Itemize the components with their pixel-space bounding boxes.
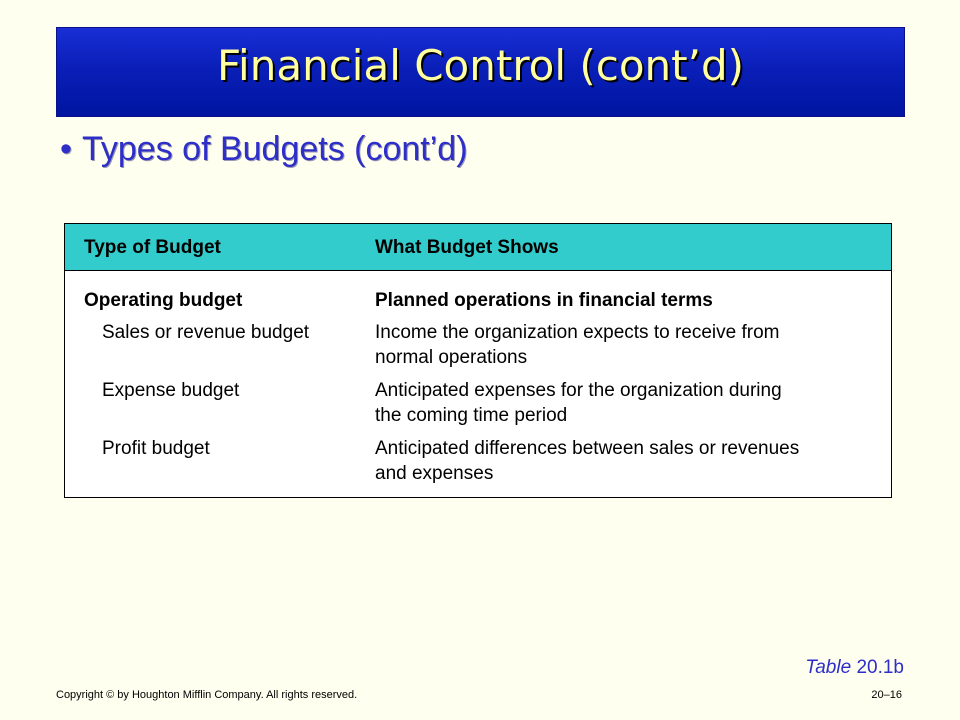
footer-copyright: Copyright © by Houghton Mifflin Company. All rights reserved. [56, 689, 358, 701]
row-operating-type: Operating budget [84, 290, 243, 311]
row-operating-shows: Planned operations in financial terms [375, 290, 713, 311]
row-profit-shows-line2: and expenses [375, 463, 494, 484]
bullet-item [60, 130, 468, 169]
budget-table [64, 223, 892, 498]
row-profit-type: Profit budget [102, 438, 210, 459]
row-sales-shows-line1: Income the organization expects to receive from [375, 322, 780, 343]
header-type-of-budget: Type of Budget [84, 237, 221, 258]
row-sales-shows-line2: normal operations [375, 347, 528, 368]
row-sales-type: Sales or revenue budget [102, 322, 310, 343]
table-header-row [65, 224, 891, 271]
slide-title: Financial Control (cont’d) [216, 41, 745, 90]
row-expense-shows-line1: Anticipated expenses for the organization during [375, 380, 782, 401]
bullet-text: Types of Budgets (cont’d) [82, 130, 468, 168]
caption-label: Table [805, 657, 852, 678]
row-expense-type: Expense budget [102, 380, 240, 401]
caption-number: 20.1b [856, 657, 904, 678]
footer-page-number: 20–16 [871, 689, 902, 701]
header-what-budget-shows: What Budget Shows [375, 237, 559, 258]
title-bar [56, 27, 905, 117]
row-expense-shows-line2: the coming time period [375, 405, 568, 426]
bullet-marker: • [60, 130, 72, 168]
table-caption [805, 657, 904, 679]
row-profit-shows-line1: Anticipated differences between sales or revenues [375, 438, 800, 459]
